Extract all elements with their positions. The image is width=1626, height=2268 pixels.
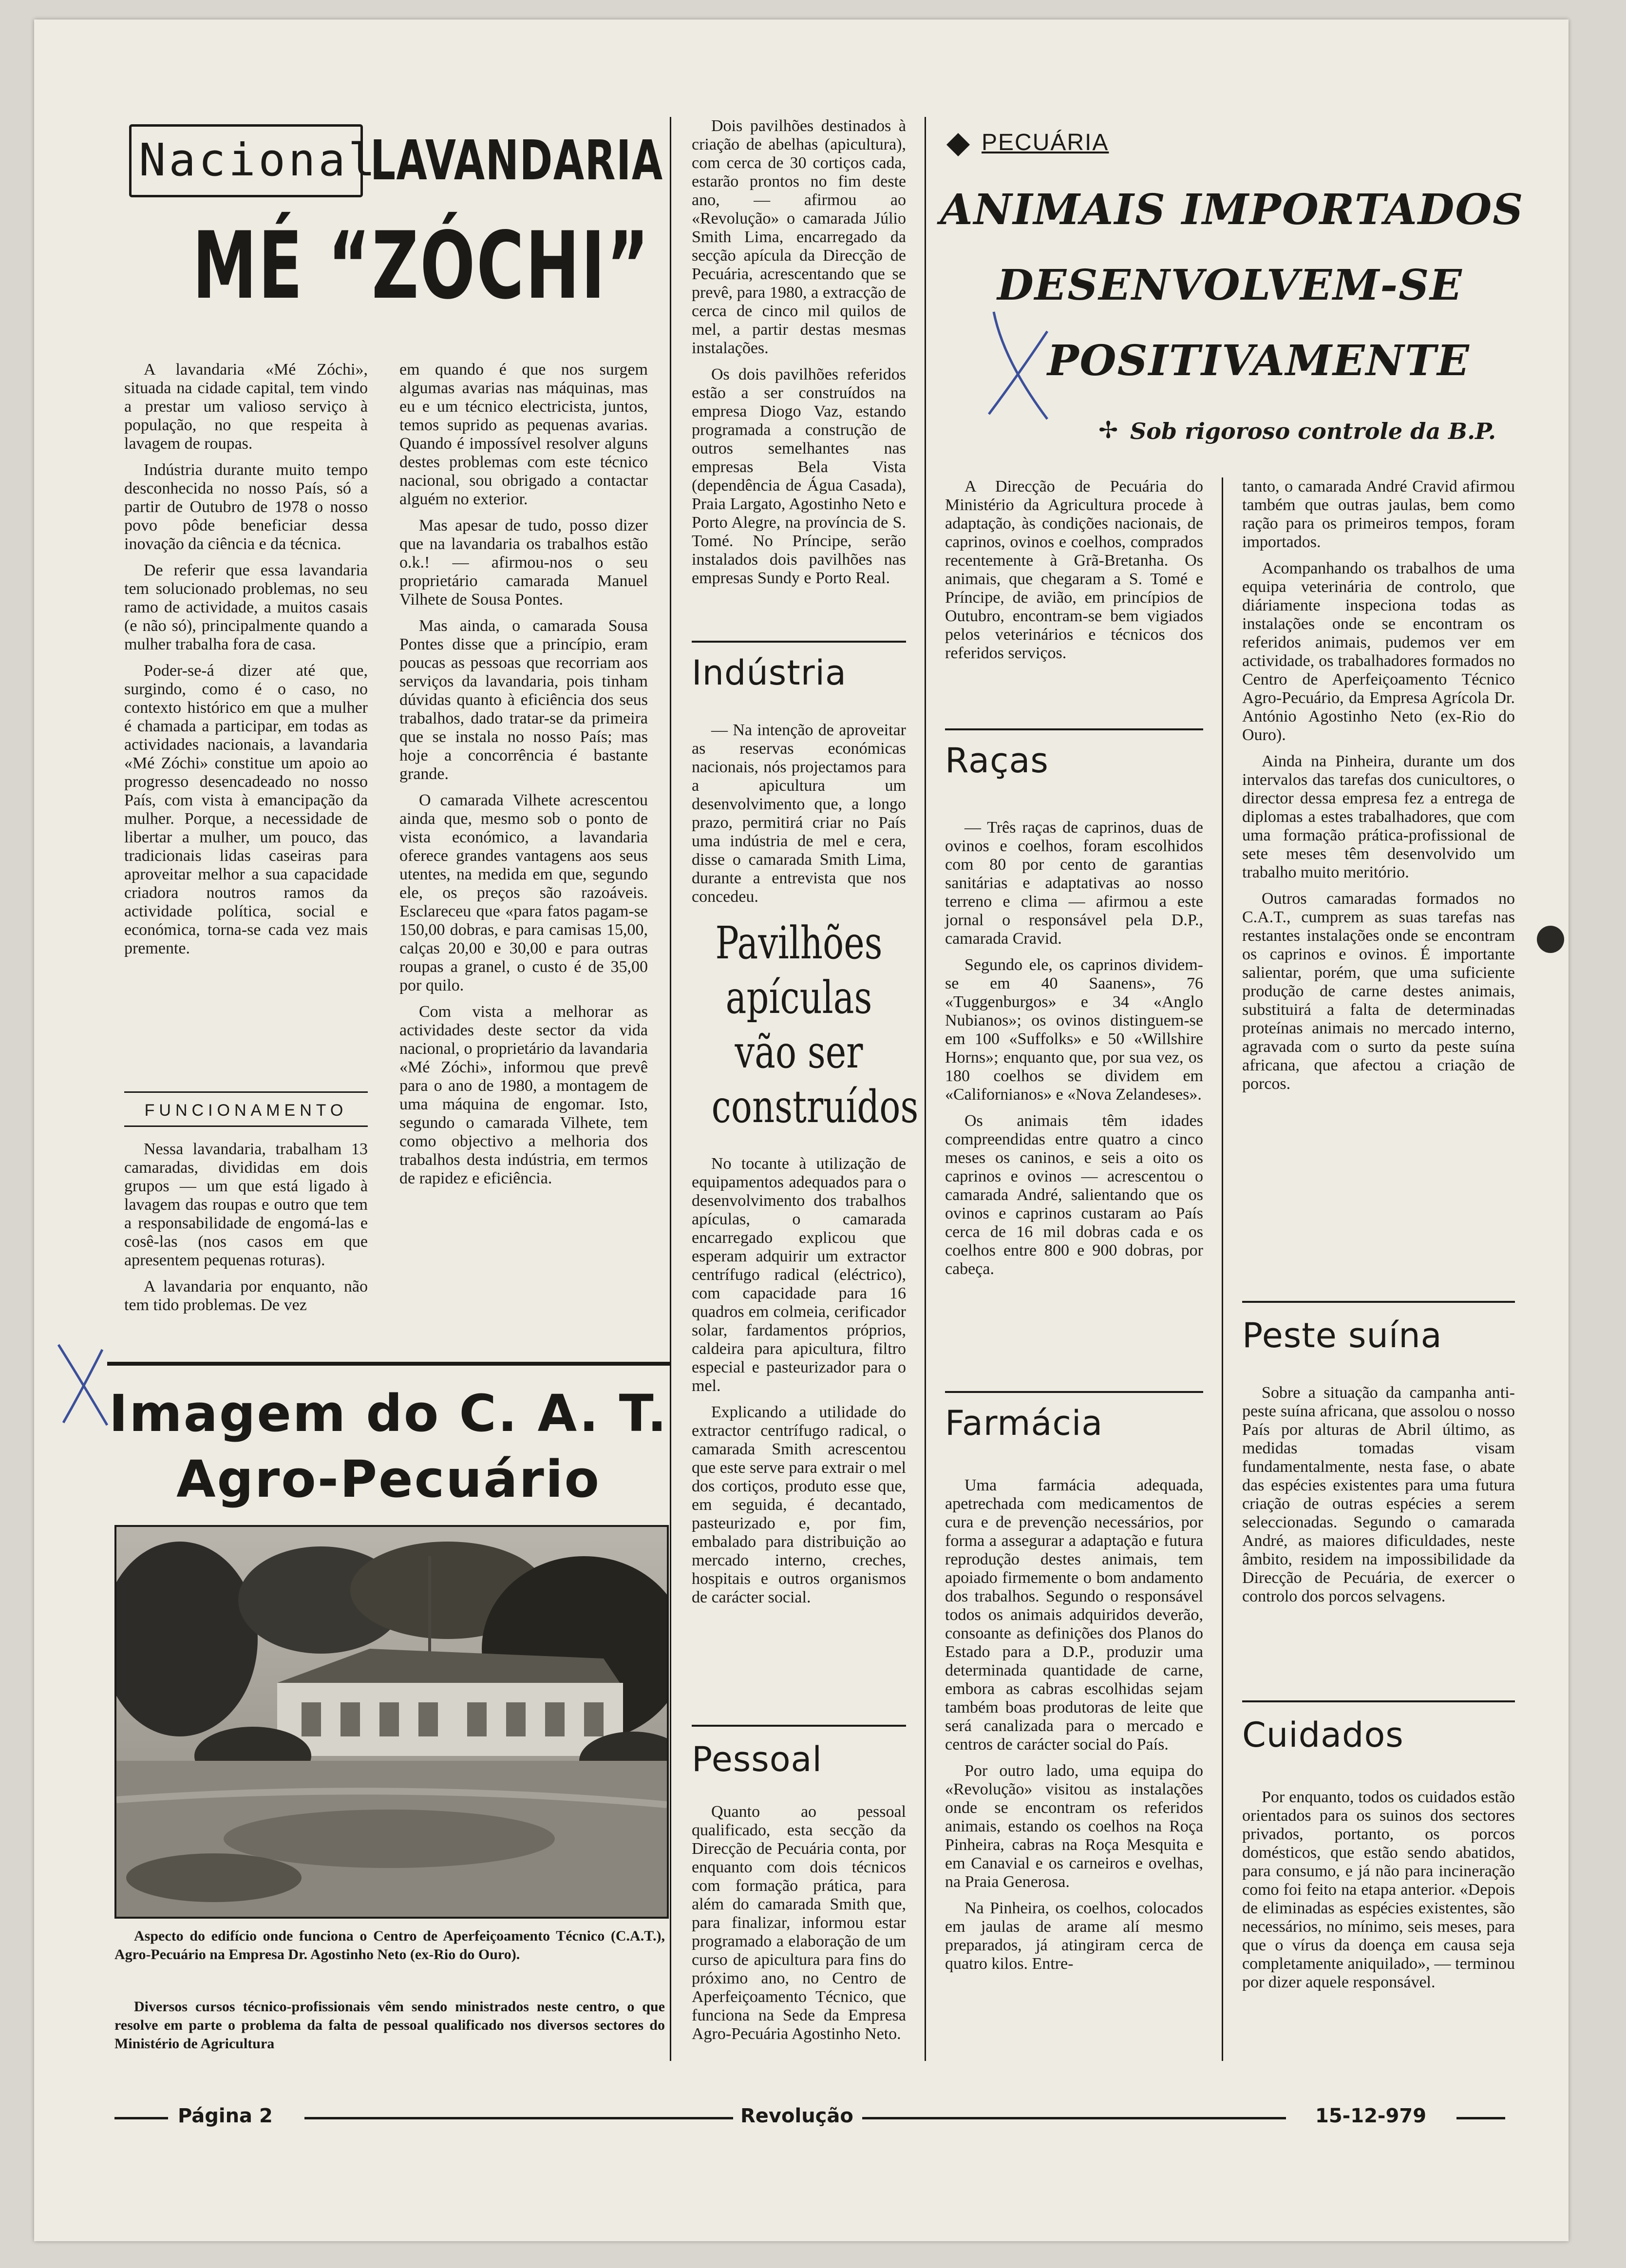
paragraph: Segundo ele, os caprinos dividem-se em 40 Saanens», 76 «Tuggenburgos» e 34 «Anglo Nubianos»; os ovinos distinguem-se em 100 «Suffolks» e 50 «Willshire Horns»; enquanto que, por sua vez, os 180 coelhos se dividem em «Californianos» e «Nova Zelandeses». bbox=[945, 956, 1203, 1104]
photo-caption-1: Aspecto do edifício onde funciona o Centro de Aperfeiçoamento Técnico (C.A.T.), Agro-Pecuário na Empresa Dr. Agostinho Neto (ex-Rio do Ouro). bbox=[114, 1928, 665, 1963]
rule bbox=[124, 1125, 368, 1127]
rule bbox=[1242, 1301, 1515, 1303]
article-apicultura-intro bbox=[692, 117, 906, 595]
headline-desenvolvem: DESENVOLVEM-SE bbox=[997, 261, 1463, 310]
rule bbox=[124, 1091, 368, 1093]
paragraph: Na Pinheira, os coelhos, colocados em jaulas de arame alí mesmo preparados, já atingiram cerca de quatro kilos. Entre- bbox=[945, 1899, 1203, 1973]
paragraph: Dois pavilhões destinados à criação de abelhas (apicultura), com cerca de 30 cortiços cada, estarão prontos no fim deste ano, — afirmou ao «Revolução» o camarada Júlio Smith Lima, encarregado da secção apícula da Direcção de Pecuária, acrescentando que se prevê, para 1980, a extracção de cerca de cinco mil quilos de mel, a partir destas mesmas instalações. bbox=[692, 117, 906, 357]
headline-pavilhoes bbox=[687, 916, 919, 1134]
paragraph: Outros camaradas formados no C.A.T., cumprem as suas tarefas nas restantes instalações onde se encontram os caprinos e ovinos. É importante salientar, porém, que uma suficiente produção de carne destes animais, substituirá a falta de determinadas proteínas animais no mercado interno, agravada com o surto da peste suína africana, que afectou a criação de porcos. bbox=[1242, 890, 1515, 1093]
paragraph: — Três raças de caprinos, duas de ovinos e coelhos, foram escolhidos com 80 por cento de garantias sanitárias e adaptativas ao nosso terreno e clima — afirmou a este jornal o responsável pela D.P., camarada Cravid. bbox=[945, 819, 1203, 948]
article-pessoal bbox=[692, 1803, 906, 2051]
paragraph: Uma farmácia adequada, apetrechada com medicamentos de cura e de prevenção necessários, por forma a assegurar a adaptação e futura reprodução destes animais, tem apoiado firmemente o bom andamento dos trabalhos. Segundo o responsável todos os animais adquiridos deverão, consoante as definições dos Planos do Estado para a D.P., produzir uma determinada quantidade de carne, embora as cabras escolhidas sejam também boas produtoras de leite que será canalizada para o mercado e centros de carácter social do País. bbox=[945, 1476, 1203, 1753]
paragraph: Por enquanto, todos os cuidados estão orientados para os suinos dos sectores privados, portanto, os porcos domésticos, que estão sendo abatidos, para consumo, e já não para incineração como foi feito na etapa anterior. «Depois de eliminadas as espécies existentes, são necessários, no mínimo, seis meses, para que o vírus da doença em causa seja completamente aniquilado», — terminou por dizer aquele responsável. bbox=[1242, 1788, 1515, 1991]
paragraph: Por outro lado, uma equipa do «Revolução» visitou as instalações onde se encontram os referidos animais, estando os coelhos na Roça Pinheira, cabras na Roça Mesquita e em Canavial e os carneiros e ovelhas, na Praia Generosa. bbox=[945, 1762, 1203, 1891]
headline-me-zochi: MÉ “ZÓCHI” bbox=[192, 212, 651, 320]
headline-subtitle: Sob rigoroso controle da B.P. bbox=[1130, 418, 1496, 444]
footer-paper-name: Revolução bbox=[740, 2105, 853, 2127]
photo-caption-2: Diversos cursos técnico-profissionais vêm sendo ministrados neste centro, o que resolve em parte o problema da falta de pessoal qualificado nos diversos sectores do Ministério de Agricultura bbox=[114, 1999, 665, 2052]
article-pavilhoes bbox=[692, 1155, 906, 1615]
footer-date: 15-12-979 bbox=[1315, 2105, 1427, 2127]
column-divider bbox=[1222, 477, 1223, 2061]
headline-line: construídos bbox=[711, 1081, 919, 1133]
article-farmacia bbox=[945, 1476, 1203, 1981]
column-divider bbox=[925, 117, 926, 2061]
article-lavandaria-col1b bbox=[124, 1140, 368, 1322]
subhead-racas: Raças bbox=[945, 741, 1049, 781]
headline-positivamente: POSITIVAMENTE bbox=[1047, 336, 1470, 385]
paragraph: A lavandaria por enquanto, não tem tido problemas. De vez bbox=[124, 1277, 368, 1314]
paragraph: Indústria durante muito tempo desconhecida no nosso País, só a partir de Outubro de 1978 o nosso povo pôde beneficiar dessa inovação da ciência e da técnica. bbox=[124, 461, 368, 553]
subhead-cuidados: Cuidados bbox=[1242, 1715, 1404, 1755]
headline-line: vão ser bbox=[735, 1026, 863, 1078]
headline-line: Pavilhões bbox=[715, 917, 883, 969]
diamond-icon bbox=[946, 133, 970, 156]
headline-line: apículas bbox=[725, 972, 872, 1024]
paragraph: De referir que essa lavandaria tem solucionado problemas, no seu ramo de actividade, a muitos casais (e não só), principalmente quando a mulher trabalha fora de casa. bbox=[124, 561, 368, 653]
newspaper-page bbox=[34, 19, 1569, 2241]
headline-cat-line2: Agro-Pecuário bbox=[176, 1449, 601, 1509]
paragraph: A lavandaria «Mé Zóchi», situada na cidade capital, tem vindo a prestar um valioso serviço à população, no que respeita à lavagem de roupas. bbox=[124, 361, 368, 453]
paragraph: Mas apesar de tudo, posso dizer que na lavandaria os trabalhos estão o.k.! — afirmou-nos o seu proprietário camarada Manuel Vilhete de Sousa Pontes. bbox=[399, 516, 648, 609]
punch-hole bbox=[1537, 926, 1564, 953]
paragraph: tanto, o camarada André Cravid afirmou também que outras jaulas, bem como ração para os primeiros tempos, foram importados. bbox=[1242, 477, 1515, 551]
headline-cat-line1: Imagem do C. A. T. bbox=[109, 1384, 668, 1443]
photo-cat-building bbox=[114, 1525, 669, 1919]
paragraph: Sobre a situação da campanha anti-peste suína africana, que assolou o nosso País por alturas de Abril último, as medidas tomadas visam fundamentalmente, nesta fase, o abate das espécies existentes para uma futura criação de outras espécies a serem seleccionadas. Segundo o camarada André, as maiores dificuldades, neste âmbito, residem na impossibilidade da Direcção de Pecuária, de exercer o controlo dos porcos selvagens. bbox=[1242, 1384, 1515, 1605]
subhead-funcionamento: FUNCIONAMENTO bbox=[144, 1101, 348, 1120]
section-kicker-pecuaria: PECUÁRIA bbox=[982, 130, 1109, 155]
subhead-pessoal: Pessoal bbox=[692, 1739, 822, 1779]
article-lavandaria-col2 bbox=[399, 361, 648, 1196]
paragraph: Nessa lavandaria, trabalham 13 camaradas, divididas em dois grupos — um que está ligado à lavagem das roupas e outro que tem a responsabilidade de engomá-las e cosê-las (nos casos em que apresentem pequenas roturas). bbox=[124, 1140, 368, 1269]
paragraph: Com vista a melhorar as actividades deste sector da vida nacional, o proprietário da lavandaria «Mé Zóchi», informou que prevê para o ano de 1980, a montagem de uma máquina de engomar. Isto, segundo o camarada Vilhete, tem como objectivo a melhoria dos trabalhos desta indústria, em termos de rapidez e eficiência. bbox=[399, 1003, 648, 1187]
article-peste-suina bbox=[1242, 1384, 1515, 1614]
paragraph: Acompanhando os trabalhos de uma equipa veterinária de controlo, que diáriamente inspeciona todas as instalações onde se encontram os referidos animais, pudemos ver em actividade, os trabalhadores formados no Centro de Aperfeiçoamento Técnico Agro-Pecuário, da Empresa Agrícola Dr. António Agostinho Neto (ex-Rio do Ouro). bbox=[1242, 559, 1515, 744]
footer-rule bbox=[1456, 2117, 1505, 2119]
paragraph: Mas ainda, o camarada Sousa Pontes disse que a princípio, eram poucas as pessoas que recorriam aos serviços da lavandaria, pois tinham dúvidas quanto à eficiência dos seus trabalhos, dado tratar-se da primeira que se instala no nosso País; mas hoje a concorrência é bastante grande. bbox=[399, 617, 648, 783]
headline-animais: ANIMAIS IMPORTADOS bbox=[940, 185, 1524, 234]
paragraph: Os animais têm idades compreendidas entre quatro a cinco meses os caninos, e seis a oito os caprinos e ovinos — acrescentou o camarada André, salientando que os ovinos e caprinos custaram ao País cerca de 16 mil dobras cada e os coelhos entre 800 e 900 dobras, por cabeça. bbox=[945, 1112, 1203, 1278]
paragraph: No tocante à utilização de equipamentos adequados para o desenvolvimento dos trabalhos apículas, o camarada encarregado explicou que esperam adquirir um extractor centrífugo radical (eléctrico), com capacidade para 16 quadros em colmeia, cerificador solar, fardamentos próprios, caldeira para apicultura, filtro especial e pasteurizador para o mel. bbox=[692, 1155, 906, 1395]
rule bbox=[692, 1725, 906, 1727]
article-cuidados bbox=[1242, 1788, 1515, 2000]
pen-mark-cross-cat bbox=[49, 1335, 117, 1432]
footer-rule bbox=[304, 2117, 733, 2119]
subhead-farmacia: Farmácia bbox=[945, 1403, 1103, 1443]
article-pecuaria-col4a bbox=[1242, 477, 1515, 1101]
footer-page: Página 2 bbox=[178, 2105, 273, 2127]
paragraph: O camarada Vilhete acrescentou ainda que, mesmo sob o ponto de vista económico, a lavandaria oferece grandes vantagens aos seus utentes, na medida em que, segundo ele, os preços são razoáveis. Esclareceu que «para fatos pagam-se 150,00 dobras, e para camisas 15,00, calças 20,00 e 30,00 e para outras roupas a granel, o custo é de 35,00 por quilo. bbox=[399, 791, 648, 994]
paragraph: Quanto ao pessoal qualificado, esta secção da Direcção de Pecuária conta, por enquanto com dois técnicos com formação prática, para além do camarada Smith que, para finalizar, informou estar programado a elaboração de um curso de apicultura para fins do próximo ano, no Centro de Aperfeiçoamento Técnico, que funciona na Sede da Empresa Agro-Pecuária Agostinho Neto. bbox=[692, 1803, 906, 2043]
paragraph: em quando é que nos surgem algumas avarias nas máquinas, mas eu e um técnico electricista, juntos, temos suprido as pequenas avarias. Quando é impossível resolver alguns destes problemas com este técnico nacional, sou obrigado a contactar alguém no exterior. bbox=[399, 361, 648, 508]
rule bbox=[1242, 1700, 1515, 1702]
section-kicker: Nacional bbox=[139, 134, 378, 186]
article-racas bbox=[945, 819, 1203, 1286]
rule bbox=[945, 728, 1203, 730]
column-divider bbox=[670, 117, 671, 2061]
footer-rule bbox=[114, 2117, 168, 2119]
paragraph: Explicando a utilidade do extractor centrífugo radical, o camarada Smith acrescentou que este serve para extrair o mel dos cortiços, produto esse que, em seguida, é decantado, pasteurizado e, por fim, embalado para distribuição ao mercado interno, creches, hospitais e outros organismos de carácter social. bbox=[692, 1403, 906, 1606]
paragraph: Poder-se-á dizer até que, surgindo, como é o caso, no contexto histórico em que a mulher é chamada a participar, em todas as actividades nacionais, a lavandaria «Mé Zóchi» constitue um apoio ao progresso desencadeado no nosso País, com vista à emancipação da mulher. Porque, a necessidade de libertar a mulher, um pouco, das tradicionais lidas caseiras para aproveitar melhor a sua capacidade criadora noutros ramos da actividade política, social e económica, torna-se cada vez mais premente. bbox=[124, 662, 368, 957]
rule bbox=[945, 1391, 1203, 1393]
article-pecuaria-col3a bbox=[945, 477, 1203, 670]
paragraph: Ainda na Pinheira, durante um dos intervalos das tarefas dos cunicultores, o director dessa empresa fez a entrega de diplomas a estes trabalhadores, que com uma formação prática-profissional de sete meses têm desenvolvido um trabalho muito meritório. bbox=[1242, 752, 1515, 881]
bullet-icon: ✢ bbox=[1098, 417, 1118, 444]
pen-mark-cross-pecuaria bbox=[974, 302, 1057, 429]
rule bbox=[107, 1362, 670, 1366]
paragraph: A Direcção de Pecuária do Ministério da Agricultura procede à adaptação, às condições nacionais, de caprinos, ovinos e coelhos, comprados recentemente à Grã-Bretanha. Os animais, que chegaram a S. Tomé e Príncipe, de avião, em princípios de Outubro, encontram-se bem vigiados pelos veterinários e técnicos dos referidos serviços. bbox=[945, 477, 1203, 662]
subhead-industria: Indústria bbox=[692, 653, 847, 693]
headline-lavandaria: LAVANDARIA bbox=[370, 129, 663, 192]
article-lavandaria-col1 bbox=[124, 361, 368, 966]
article-industria bbox=[692, 721, 906, 914]
paragraph: Os dois pavilhões referidos estão a ser construídos na empresa Diogo Vaz, estando programada a construção de outros semelhantes nas empresas Bela Vista (dependência de Água Casada), Praia Largato, Agostinho Neto e Porto Alegre, na província de S. Tomé. No Príncipe, serão instalados dois pavilhões nas empresas Sundy e Porto Real. bbox=[692, 365, 906, 587]
subhead-peste-suina: Peste suína bbox=[1242, 1315, 1442, 1355]
paragraph: — Na intenção de aproveitar as reservas económicas nacionais, nós projectamos para a apicultura um desenvolvimento que, a longo prazo, permitirá criar no País uma indústria de mel e cera, disse o camarada Smith Lima, durante a entrevista que nos concedeu. bbox=[692, 721, 906, 906]
rule bbox=[692, 641, 906, 643]
footer-rule bbox=[862, 2117, 1286, 2119]
